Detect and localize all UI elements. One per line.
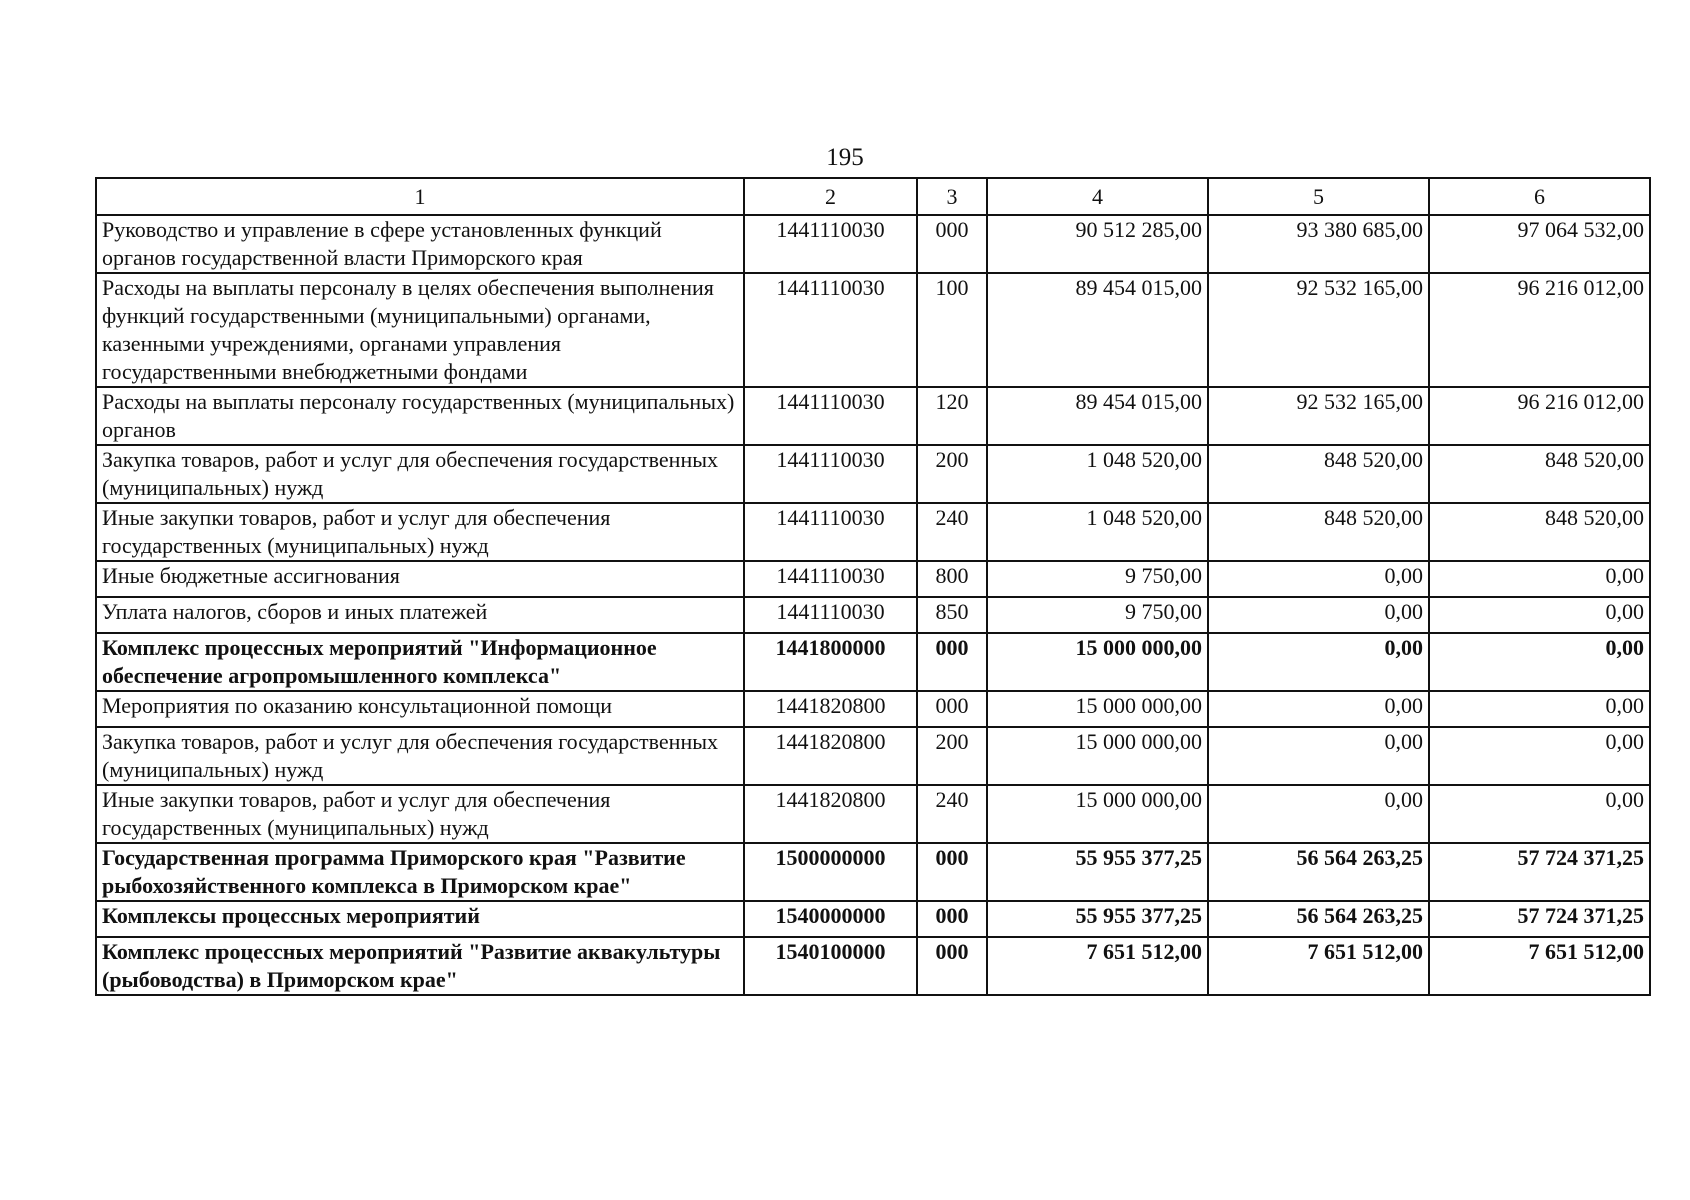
amount-col4: 89 454 015,00 [987,273,1208,387]
row-name: Мероприятия по оказанию консультационной помощи [96,691,744,727]
target-code: 1441110030 [744,273,917,387]
column-header-4: 4 [987,178,1208,215]
amount-col4: 9 750,00 [987,561,1208,597]
amount-col5: 7 651 512,00 [1208,937,1429,995]
row-name: Иные бюджетные ассигнования [96,561,744,597]
amount-col6: 57 724 371,25 [1429,901,1650,937]
table-header-row [96,178,1650,215]
amount-col5: 0,00 [1208,561,1429,597]
row-name: Закупка товаров, работ и услуг для обеспечения государственных (муниципальных) нужд [96,445,744,503]
table-row [96,633,1650,691]
amount-col5: 0,00 [1208,633,1429,691]
amount-col6: 0,00 [1429,633,1650,691]
column-header-2: 2 [744,178,917,215]
table-row [96,727,1650,785]
amount-col4: 9 750,00 [987,597,1208,633]
amount-col6: 96 216 012,00 [1429,387,1650,445]
amount-col4: 55 955 377,25 [987,901,1208,937]
target-code: 1441820800 [744,691,917,727]
amount-col4: 15 000 000,00 [987,785,1208,843]
expense-type: 100 [917,273,987,387]
table-row [96,561,1650,597]
table-row [96,597,1650,633]
row-name: Расходы на выплаты персоналу в целях обеспечения выполнения функций государственными (муниципальными) органами, казенными учреждениями, органами управления государственными внебюджетными фондами [96,273,744,387]
target-code: 1441820800 [744,785,917,843]
amount-col6: 7 651 512,00 [1429,937,1650,995]
column-header-1: 1 [96,178,744,215]
expense-type: 200 [917,727,987,785]
amount-col6: 0,00 [1429,785,1650,843]
target-code: 1500000000 [744,843,917,901]
row-name: Государственная программа Приморского края "Развитие рыбохозяйственного комплекса в Приморском крае" [96,843,744,901]
row-name: Комплекс процессных мероприятий "Развитие аквакультуры (рыбоводства) в Приморском крае" [96,937,744,995]
row-name: Руководство и управление в сфере установленных функций органов государственной власти Приморского края [96,215,744,273]
amount-col4: 55 955 377,25 [987,843,1208,901]
amount-col6: 848 520,00 [1429,503,1650,561]
expense-type: 120 [917,387,987,445]
amount-col4: 7 651 512,00 [987,937,1208,995]
expense-type: 850 [917,597,987,633]
table-row [96,901,1650,937]
target-code: 1441110030 [744,215,917,273]
table-row [96,785,1650,843]
amount-col4: 15 000 000,00 [987,727,1208,785]
table-row [96,503,1650,561]
expense-type: 800 [917,561,987,597]
row-name: Закупка товаров, работ и услуг для обеспечения государственных (муниципальных) нужд [96,727,744,785]
expense-type: 240 [917,785,987,843]
row-name: Иные закупки товаров, работ и услуг для обеспечения государственных (муниципальных) нужд [96,503,744,561]
expense-type: 000 [917,843,987,901]
page-number: 195 [826,144,864,171]
table-row [96,215,1650,273]
target-code: 1441110030 [744,503,917,561]
target-code: 1441820800 [744,727,917,785]
amount-col6: 57 724 371,25 [1429,843,1650,901]
target-code: 1441800000 [744,633,917,691]
target-code: 1540000000 [744,901,917,937]
amount-col6: 97 064 532,00 [1429,215,1650,273]
amount-col6: 848 520,00 [1429,445,1650,503]
amount-col5: 0,00 [1208,785,1429,843]
row-name: Уплата налогов, сборов и иных платежей [96,597,744,633]
expense-type: 000 [917,215,987,273]
column-header-5: 5 [1208,178,1429,215]
amount-col5: 848 520,00 [1208,503,1429,561]
table-row [96,387,1650,445]
table-row [96,273,1650,387]
amount-col5: 56 564 263,25 [1208,843,1429,901]
amount-col6: 0,00 [1429,691,1650,727]
expense-type: 200 [917,445,987,503]
target-code: 1441110030 [744,387,917,445]
amount-col4: 15 000 000,00 [987,633,1208,691]
expense-type: 000 [917,633,987,691]
target-code: 1540100000 [744,937,917,995]
row-name: Расходы на выплаты персоналу государственных (муниципальных) органов [96,387,744,445]
table-row [96,445,1650,503]
amount-col4: 1 048 520,00 [987,503,1208,561]
amount-col5: 0,00 [1208,597,1429,633]
amount-col5: 0,00 [1208,691,1429,727]
expense-type: 240 [917,503,987,561]
row-name: Иные закупки товаров, работ и услуг для обеспечения государственных (муниципальных) нужд [96,785,744,843]
amount-col4: 90 512 285,00 [987,215,1208,273]
expense-type: 000 [917,937,987,995]
target-code: 1441110030 [744,445,917,503]
table-row [96,843,1650,901]
amount-col5: 92 532 165,00 [1208,387,1429,445]
expense-type: 000 [917,901,987,937]
target-code: 1441110030 [744,597,917,633]
table-row [96,691,1650,727]
column-header-6: 6 [1429,178,1650,215]
amount-col4: 1 048 520,00 [987,445,1208,503]
column-header-3: 3 [917,178,987,215]
amount-col6: 96 216 012,00 [1429,273,1650,387]
budget-table [95,177,1651,996]
amount-col5: 0,00 [1208,727,1429,785]
amount-col5: 848 520,00 [1208,445,1429,503]
row-name: Комплексы процессных мероприятий [96,901,744,937]
expense-type: 000 [917,691,987,727]
row-name: Комплекс процессных мероприятий "Информационное обеспечение агропромышленного комплекса" [96,633,744,691]
amount-col5: 93 380 685,00 [1208,215,1429,273]
amount-col6: 0,00 [1429,561,1650,597]
amount-col5: 56 564 263,25 [1208,901,1429,937]
amount-col6: 0,00 [1429,727,1650,785]
amount-col4: 15 000 000,00 [987,691,1208,727]
amount-col5: 92 532 165,00 [1208,273,1429,387]
amount-col4: 89 454 015,00 [987,387,1208,445]
table-row [96,937,1650,995]
amount-col6: 0,00 [1429,597,1650,633]
target-code: 1441110030 [744,561,917,597]
